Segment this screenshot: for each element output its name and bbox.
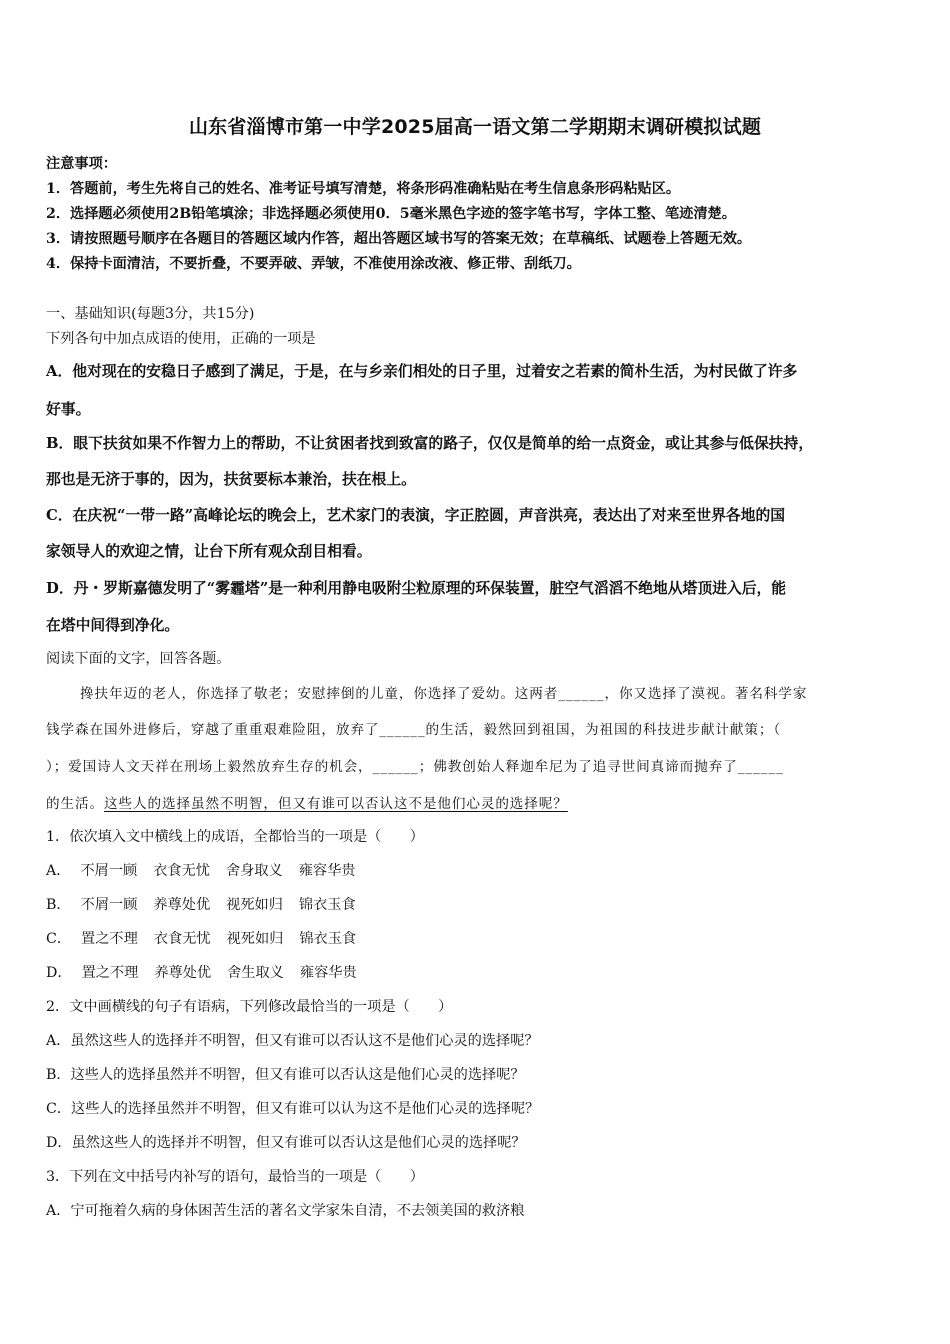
exam-title: 山东省淄博市第一中学2025届高一语文第二学期期末调研模拟试题 xyxy=(188,116,762,138)
option-b-line2: 那也是无济于事的，因为，扶贫要标本兼治，扶在根上。 xyxy=(46,471,416,488)
option-d-line1: D．丹・罗斯嘉德发明了“雾霾塔”是一种利用静电吸附尘粒原理的环保装置，脏空气滔滔不绝地从塔顶进入后，能 xyxy=(46,580,787,597)
passage-line-2: 钱学森在国外进修后，穿越了重重艰难险阻，放弃了______的生活，毅然回到祖国，为祖国的科技进步献计献策；（ xyxy=(46,722,782,738)
q3-option-a: A．宁可拖着久病的身体困苦生活的著名文学家朱自清，不去领美国的救济粮 xyxy=(46,1203,525,1219)
passage-line-3: ）；爱国诗人文天祥在刑场上毅然放弃生存的机会，______；佛教创始人释迦牟尼为了追寻世间真谛而抛弃了______ xyxy=(46,759,784,775)
q2-option-c: C．这些人的选择虽然并不明智，但又有谁可以认为这不是他们心灵的选择呢？ xyxy=(46,1101,540,1117)
q2-option-b: B．这些人的选择虽然并不明智，但又有谁可以否认这是他们心灵的选择呢？ xyxy=(46,1067,525,1083)
q1-option-a: A． 不屑一顾 衣食无忧 舍身取义 雍容华贵 xyxy=(46,863,356,879)
option-c-line2: 家领导人的欢迎之情，让台下所有观众刮目相看。 xyxy=(46,543,372,560)
passage-line-1: 搀扶年迈的老人，你选择了敬老；安慰摔倒的儿童，你选择了爱幼。这两者______，你又选择了漠视。著名科学家 xyxy=(80,686,808,702)
option-a-line2: 好事。 xyxy=(46,401,91,418)
q1-option-d: D． 置之不理 养尊处优 舍生取义 雍容华贵 xyxy=(46,965,357,981)
q1-stem: 1．依次填入文中横线上的成语，全都恰当的一项是（ ） xyxy=(46,829,424,845)
notice-heading: 注意事项： xyxy=(46,156,117,172)
q2-option-d: D．虽然这些人的选择并不明智，但又有谁可以否认这是他们心灵的选择呢？ xyxy=(46,1135,526,1151)
notice-item-2: 2．选择题必须使用2B铅笔填涂；非选择题必须使用0．5毫米黑色字迹的签字笔书写，字体工整、笔迹清楚。 xyxy=(46,206,736,222)
option-b-line1: B．眼下扶贫如果不作智力上的帮助，不让贫困者找到致富的路子，仅仅是简单的给一点资金，或让其参与低保扶持， xyxy=(46,435,814,452)
notice-item-1: 1．答题前，考生先将自己的姓名、准考证号填写清楚，将条形码准确粘贴在考生信息条形码粘贴区。 xyxy=(46,181,681,197)
section-question: 下列各句中加点成语的使用，正确的一项是 xyxy=(46,331,316,347)
option-a-line1: A．他对现在的安稳日子感到了满足，于是，在与乡亲们相处的日子里，过着安之若素的简朴生活，为村民做了许多 xyxy=(46,363,798,380)
q3-stem: 3．下列在文中括号内补写的语句，最恰当的一项是（ ） xyxy=(46,1169,424,1185)
q2-stem: 2．文中画横线的句子有语病，下列修改最恰当的一项是（ ） xyxy=(46,999,453,1015)
passage-line-4 xyxy=(46,792,568,812)
q2-option-a: A．虽然这些人的选择并不明智，但又有谁可以否认这不是他们心灵的选择呢？ xyxy=(46,1033,539,1049)
notice-item-3: 3．请按照题号顺序在各题目的答题区域内作答，超出答题区域书写的答案无效；在草稿纸、试题卷上答题无效。 xyxy=(46,231,752,247)
option-d-line2: 在塔中间得到净化。 xyxy=(46,617,180,634)
notice-item-4: 4．保持卡面清洁，不要折叠，不要弄破、弄皱，不准使用涂改液、修正带、刮纸刀。 xyxy=(46,256,581,272)
q1-option-b: B． 不屑一顾 养尊处优 视死如归 锦衣玉食 xyxy=(46,897,356,913)
section-heading: 一、基础知识(每题3分，共15分) xyxy=(46,306,255,322)
q1-option-c: C． 置之不理 衣食无忧 视死如归 锦衣玉食 xyxy=(46,931,357,947)
option-c-line1: C．在庆祝“一带一路”高峰论坛的晚会上，艺术家门的表演，字正腔圆，声音洪亮，表达出了对来至世界各地的国 xyxy=(46,507,786,524)
underlined-sentence: 这些人的选择虽然不明智，但又有谁可以否认这不是他们心灵的选择呢？ xyxy=(103,796,568,812)
passage-plain-text: 的生活。 xyxy=(46,796,104,812)
reading-intro: 阅读下面的文字，回答各题。 xyxy=(46,651,231,667)
